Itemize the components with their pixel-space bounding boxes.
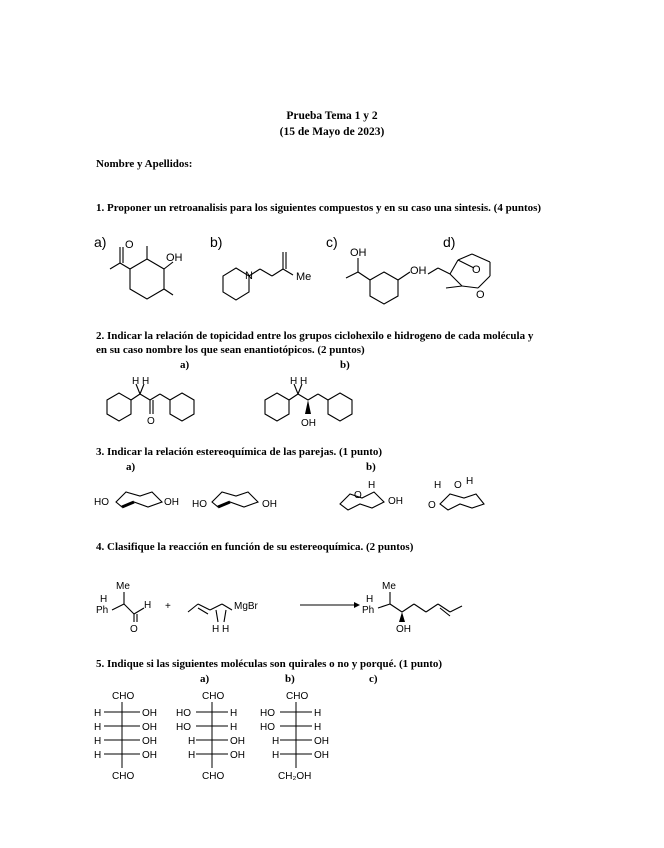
question-1-text: 1. Proponer un retroanalisis para los siguientes compuestos y en su caso una sintesis. (4 puntos) (96, 202, 542, 214)
q1-a-o: O (125, 239, 134, 251)
q3-a1-oh: OH (164, 497, 179, 508)
q2-a-o: O (147, 416, 155, 427)
q3-a1-ho: HO (94, 497, 109, 508)
q4-prod-h: H (366, 594, 374, 605)
q3-a2-ho: HO (192, 499, 207, 510)
q4-h4: H (222, 624, 230, 635)
q2-b-h1: H (290, 376, 298, 387)
question-4-text: 4. Clasifique la reacción en función de su estereoquímica. (2 puntos) (96, 541, 414, 553)
q3-structures (92, 474, 492, 524)
q1-label-b: b) (210, 234, 223, 250)
question-3-text: 3. Indicar la relación estereoquímica de las parejas. (1 punto) (96, 446, 383, 458)
q5-label-b: b) (285, 673, 295, 685)
q5-b-h: H (230, 722, 238, 733)
question-2-text: 2. Indicar la relación de topicidad entre los grupos ciclohexilo e hidrogeno de cada molécula y en su caso nombre los que sean enantiotópicos. (2 puntos) (96, 330, 534, 356)
q4-mgbr: MgBr (234, 601, 258, 612)
q5-b-ho: HO (176, 722, 191, 733)
q2-label-b: b) (340, 359, 350, 371)
q5-b-cho-bottom: CHO (202, 771, 225, 782)
q1-d-o1: O (472, 264, 481, 276)
q5-c-cho-top: CHO (286, 691, 309, 702)
q1-structures (90, 232, 490, 312)
question-5-text: 5. Indique si las siguientes moléculas son quirales o no y porqué. (1 punto) (96, 658, 443, 670)
q5-a-h: H (94, 708, 102, 719)
q5-c-h: H (314, 708, 322, 719)
q3-b2-o: O (454, 480, 462, 491)
q4-ph: Ph (96, 605, 109, 616)
name-label: Nombre y Apellidos: (96, 158, 193, 170)
q5-c-h: H (272, 750, 280, 761)
q1-c-oh2: OH (410, 265, 427, 277)
q5-c-oh: OH (314, 736, 329, 747)
q3-b1-oh: OH (388, 496, 403, 507)
q5-a-oh: OH (142, 736, 157, 747)
q5-a-oh: OH (142, 722, 157, 733)
q5-fischer-projections (92, 688, 352, 788)
q5-c-h: H (314, 722, 322, 733)
q5-a-oh: OH (142, 750, 157, 761)
q2-a-h1: H (132, 376, 140, 387)
q3-b1-h: H (368, 480, 376, 491)
q5-a-h: H (94, 736, 102, 747)
q5-b-h: H (230, 708, 238, 719)
q5-c-h: H (272, 736, 280, 747)
q2-b-oh: OH (301, 418, 316, 429)
q2-label-a: a) (180, 359, 190, 371)
q1-label-c: c) (326, 234, 338, 250)
q1-a-oh: OH (166, 252, 183, 264)
q4-h2: H (144, 600, 152, 611)
q5-b-cho-top: CHO (202, 691, 225, 702)
q5-b-h: H (188, 736, 196, 747)
q5-c-oh: OH (314, 750, 329, 761)
q3-b1-o: O (354, 490, 362, 501)
q4-prod-oh: OH (396, 624, 411, 635)
q1-b-n: N (245, 270, 253, 282)
q4-reaction (92, 578, 492, 638)
q5-a-cho-bottom: CHO (112, 771, 135, 782)
q5-a-oh: OH (142, 708, 157, 719)
q2-a-h2: H (142, 376, 150, 387)
exam-title: Prueba Tema 1 y 2 (286, 110, 378, 122)
q3-b2-h: H (434, 480, 442, 491)
q1-c-oh1: OH (350, 247, 367, 259)
q1-b-me: Me (296, 271, 312, 283)
q5-a-h: H (94, 722, 102, 733)
q5-c-ho: HO (260, 722, 275, 733)
q5-label-c: c) (369, 673, 378, 685)
q5-a-h: H (94, 750, 102, 761)
q3-b2-o2: O (428, 500, 436, 511)
q4-h1: H (100, 594, 108, 605)
q3-a2-oh: OH (262, 499, 277, 510)
q5-b-oh: OH (230, 750, 245, 761)
q4-prod-me: Me (382, 581, 396, 592)
q5-c-ho: HO (260, 708, 275, 719)
q4-h3: H (212, 624, 220, 635)
q5-a-cho-top: CHO (112, 691, 135, 702)
q5-label-a: a) (200, 673, 210, 685)
q3-label-b: b) (366, 461, 376, 473)
q4-o: O (130, 624, 138, 635)
q4-prod-ph: Ph (362, 605, 375, 616)
q1-label-a: a) (94, 234, 107, 250)
q5-b-oh: OH (230, 736, 245, 747)
q3-label-a: a) (126, 461, 136, 473)
q5-c-ch2oh: CH₂OH (278, 771, 312, 782)
q1-label-d: d) (443, 234, 456, 250)
q5-b-h: H (188, 750, 196, 761)
q4-me: Me (116, 581, 130, 592)
q2-b-h2: H (300, 376, 308, 387)
q2-structures (92, 374, 382, 434)
q5-b-ho: HO (176, 708, 191, 719)
q1-d-o2: O (476, 289, 485, 301)
q4-plus: + (165, 601, 171, 612)
exam-date: (15 de Mayo de 2023) (279, 126, 385, 138)
q3-b2-h2: H (466, 476, 474, 487)
